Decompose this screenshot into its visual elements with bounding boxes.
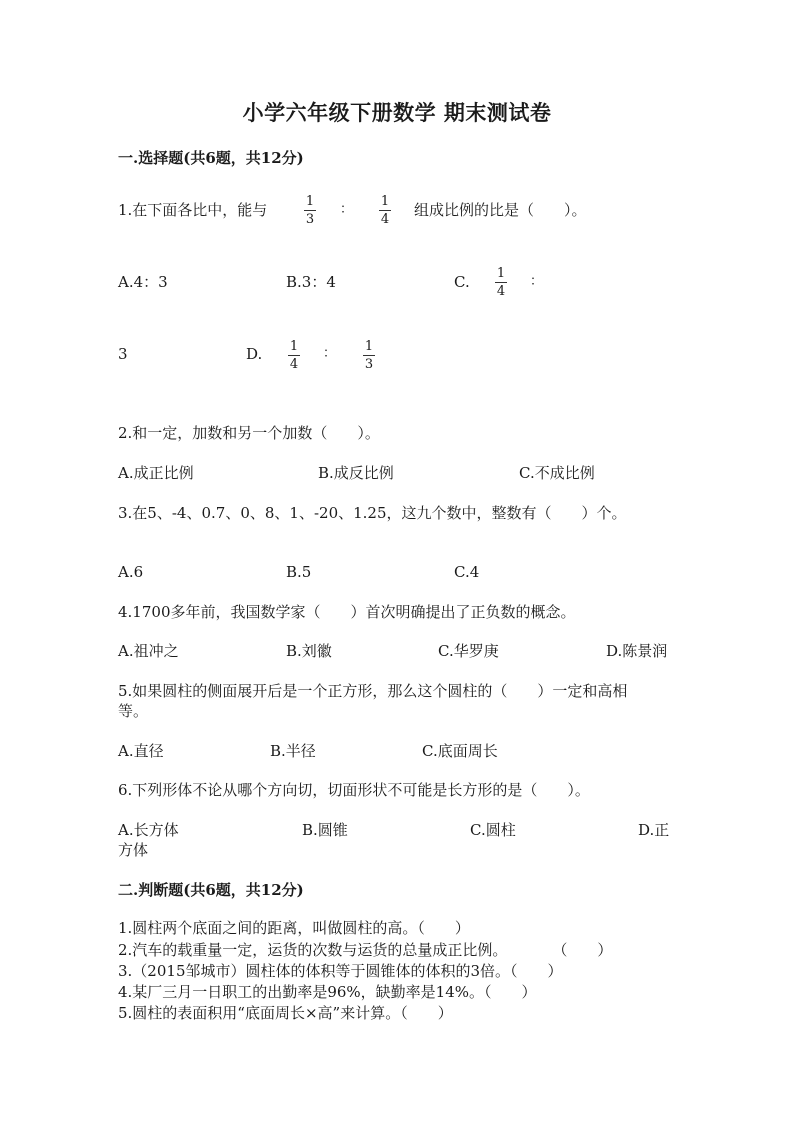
question-6: 6.下列形体不论从哪个方向切，切面形状不可能是长方形的是（ ）。 xyxy=(118,781,590,799)
q4-option-d: D.陈景润 xyxy=(606,642,668,660)
q5-option-b: B.半径 xyxy=(270,742,316,760)
fraction-denominator: 3 xyxy=(364,357,374,372)
ratio-colon: ： xyxy=(323,346,337,361)
page-title: 小学六年级下册数学 期末测试卷 xyxy=(242,100,552,125)
ratio-colon: ： xyxy=(530,274,544,289)
ratio-colon: ： xyxy=(340,202,354,217)
q2-option-c: C.不成比例 xyxy=(519,464,595,482)
q1-option-c-tail: 3 xyxy=(118,345,128,363)
fraction-denominator: 3 xyxy=(305,212,315,227)
q3-option-c: C.4 xyxy=(454,563,480,581)
q2-option-a: A.成正比例 xyxy=(118,464,194,482)
fraction-numerator: 1 xyxy=(380,194,390,209)
q1-option-b: B.3：4 xyxy=(286,273,336,291)
fraction-bar xyxy=(379,210,391,211)
question-5-line-1: 5.如果圆柱的侧面展开后是一个正方形，那么这个圆柱的（ ）一定和高相 xyxy=(118,682,628,700)
q1-option-c-prefix: C. xyxy=(454,273,470,291)
section-heading-judgment: 二.判断题(共6题，共12分) xyxy=(118,881,304,899)
fraction-denominator: 4 xyxy=(380,212,390,227)
judgment-item-1: 1.圆柱两个底面之间的距离，叫做圆柱的高。（ ） xyxy=(118,919,470,937)
fraction-numerator: 1 xyxy=(305,194,315,209)
fraction-numerator: 1 xyxy=(289,339,299,354)
judgment-item-2: 2.汽车的载重量一定，运货的次数与运货的总量成正比例。 （ ） xyxy=(118,941,613,959)
q1-option-a: A.4：3 xyxy=(118,273,168,291)
q1-option-d-prefix: D. xyxy=(246,345,263,363)
q3-option-b: B.5 xyxy=(286,563,312,581)
q6-option-d-line-2: 方体 xyxy=(118,841,149,859)
fraction-numerator: 1 xyxy=(496,266,506,281)
question-4: 4.1700多年前，我国数学家（ ）首次明确提出了正负数的概念。 xyxy=(118,603,576,621)
q2-option-b: B.成反比例 xyxy=(318,464,394,482)
judgment-item-4: 4.某厂三月一日职工的出勤率是96%，缺勤率是14%。（ ） xyxy=(118,983,537,1001)
fraction-bar xyxy=(363,355,375,356)
q5-option-c: C.底面周长 xyxy=(422,742,498,760)
fraction-one-fourth xyxy=(377,194,393,227)
q6-option-b: B.圆锥 xyxy=(302,821,348,839)
judgment-item-5: 5.圆柱的表面积用“底面周长×高”来计算。（ ） xyxy=(118,1004,453,1022)
fraction-bar xyxy=(304,210,316,211)
question-3: 3.在5、-4、0.7、0、8、1、-20、1.25，这九个数中，整数有（ ）个。 xyxy=(118,504,627,522)
q5-option-a: A.直径 xyxy=(118,742,164,760)
question-2: 2.和一定，加数和另一个加数（ ）。 xyxy=(118,424,380,442)
q1-option-d-fraction-a xyxy=(286,339,302,372)
q4-option-a: A.祖冲之 xyxy=(118,642,179,660)
fraction-denominator: 4 xyxy=(289,357,299,372)
q6-option-a: A.长方体 xyxy=(118,821,179,839)
q1-option-c-fraction xyxy=(493,266,509,299)
fraction-bar xyxy=(495,282,507,283)
q6-option-c: C.圆柱 xyxy=(470,821,516,839)
fraction-numerator: 1 xyxy=(364,339,374,354)
judgment-item-3: 3.（2015邹城市）圆柱体的体积等于圆锥体的体积的3倍。（ ） xyxy=(118,962,563,980)
q3-option-a: A.6 xyxy=(118,563,144,581)
fraction-denominator: 4 xyxy=(496,284,506,299)
q1-option-d-fraction-b xyxy=(361,339,377,372)
question-5-line-2: 等。 xyxy=(118,702,149,720)
q4-option-b: B.刘徽 xyxy=(286,642,332,660)
fraction-bar xyxy=(288,355,300,356)
question-1-prefix: 1.在下面各比中，能与 xyxy=(118,201,268,219)
section-heading-choice: 一.选择题(共6题，共12分) xyxy=(118,149,304,167)
fraction-one-third xyxy=(302,194,318,227)
q4-option-c: C.华罗庚 xyxy=(438,642,499,660)
q6-option-d-line-1: D.正 xyxy=(638,821,670,839)
question-1-suffix: 组成比例的比是（ ）。 xyxy=(414,201,587,219)
